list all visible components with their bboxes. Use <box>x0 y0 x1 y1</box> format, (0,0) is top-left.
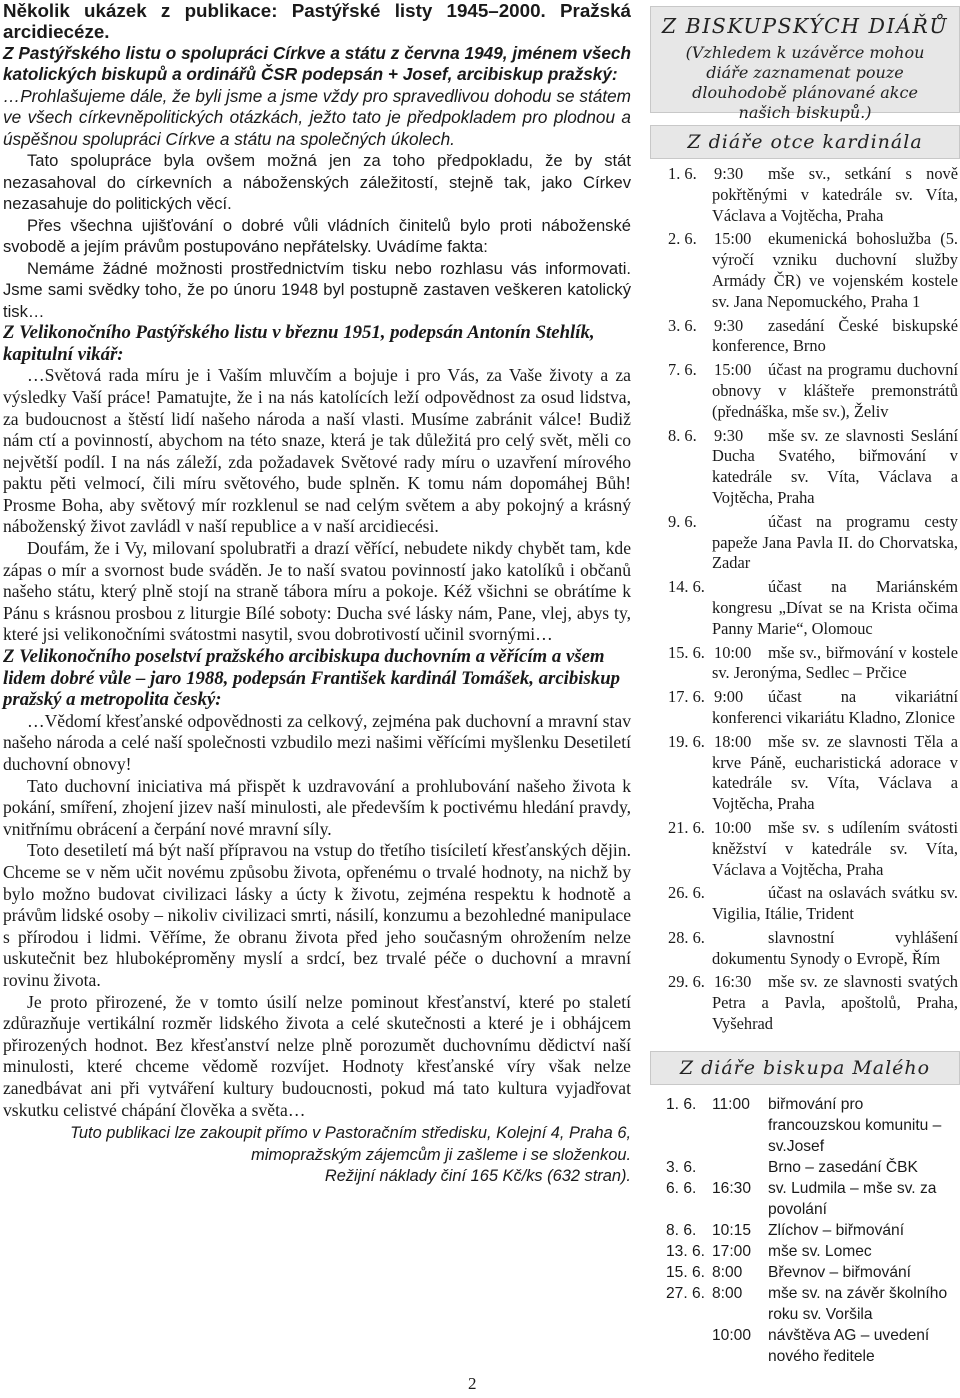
entry-text: zasedání České biskupské konference, Brno <box>712 315 958 356</box>
paragraph: Je proto přirozené, že v tomto úsilí nelze pominout křesťanství, které po staletí zdůrazňuje vertikální rozměr lidského života a celé skutečnosti a které je i obhájcem přirozených hodnot. Bez křesťanství nelze plně porozumět duchovnímu dědictví naší minulosti, které chceme vědomě rozvíjet. Hodnoty křesťanské víry však nelze zanedbávat ani při vytváření kultury budoucnosti, pokud má tato kultura vyjadřovat vskutku celistvé chápání člověka a světa… <box>3 991 631 1120</box>
bishop-diary-list <box>650 1094 958 1367</box>
entry-date: 7. 6. <box>668 360 697 380</box>
entry-text: mše sv. na závěr školního roku sv. Voršila <box>768 1285 948 1323</box>
diary-entry <box>650 512 958 574</box>
entry-date: 17. 6. <box>668 687 705 707</box>
entry-text: mše sv. ze slavnosti svatých Petra a Pavla, apoštolů, Praha, Vyšehrad <box>712 972 958 1034</box>
diary-entry <box>650 1283 958 1325</box>
publication-note <box>3 1123 631 1188</box>
paragraph: Toto desetiletí má být naší přípravou na vstup do třetího tisíciletí křesťanských dějin. Chceme se v něm učit novému způsobu života, opřenému o trvalé hodnoty, na nichž by bylo možno budovat civilizaci lásky a úcty k životu, zejména respektu k hodnotě a právům lidské osoby – nikoliv civilizaci smrti, násilí, konzumu a bezohledné manipulace s přírodou i lidmi. Věříme, že obranu života před jeho současným ohrožením nelze uskutečnit bez hluboképroměny myslí a srdcí, bez trvalé péče o duchovní a mravní rovinu života. <box>3 840 631 990</box>
entry-time: 10:00 <box>714 817 752 837</box>
paragraph: Nemáme žádné možnosti prostřednictvím tisku nebo rozhlasu vás informovati. Jsme sami svědky toho, že po únoru 1948 byl postupně zastaven veškeren katolický tisk… <box>3 258 631 321</box>
publication-note-line: Tuto publikaci lze zakoupit přímo v Pastoračním středisku, Kolejní 4, Praha 6, <box>70 1124 631 1143</box>
diary-entry <box>650 972 958 1034</box>
entry-date: 28. 6. <box>668 927 705 947</box>
diary-entry <box>650 1325 958 1367</box>
diary-entry <box>650 229 958 312</box>
diaries-subtitle: (Vzhledem k uzávěrce mohou diáře zaznamenat pouze dlouhodobě plánované akce našich biskupů.) <box>685 43 925 122</box>
entry-date: 27. 6. <box>666 1285 706 1302</box>
diary-entry <box>650 164 958 226</box>
diary-entry <box>650 643 958 685</box>
entry-text: mše sv. ze slavnosti Těla a krve Páně, eucharistická adorace v katedrále sv. Víta, Václava a Vojtěcha, Praha <box>712 731 958 814</box>
entry-time: 9:00 <box>714 687 744 707</box>
publication-note-line: Režijní náklady činí 165 Kč/ks (632 stran). <box>324 1167 631 1186</box>
diary-entry <box>650 1178 958 1220</box>
diary-entry <box>650 883 958 925</box>
entry-text: účast na programu cesty papeže Jana Pavla II. do Chorvatska, Zadar <box>712 511 958 573</box>
entry-text: mše sv., setkání s nově pokřtěnými v katedrále sv. Víta, Václava a Vojtěcha, Praha <box>712 164 958 225</box>
paragraph: Přes všechna ujišťování o dobré vůli vládních činitelů bylo proti náboženské svobodě a jejím právům postupováno nepřátelsky. Uvádíme fakta: <box>3 215 631 257</box>
entry-date: 29. 6. <box>668 972 705 992</box>
entry-time: 9:30 <box>714 425 744 445</box>
diary-entry <box>650 732 958 815</box>
diary-entry <box>650 360 958 422</box>
entry-time: 15:00 <box>714 360 752 380</box>
entry-date: 3. 6. <box>668 315 697 335</box>
entry-date: 19. 6. <box>668 731 705 751</box>
diary-entry <box>650 577 958 639</box>
diary-entry <box>650 1241 958 1262</box>
entry-text: biřmování pro francouzskou komunitu – sv.Josef <box>768 1096 942 1155</box>
entry-text: mše sv., biřmování v kostele sv. Jeronýma, Sedlec – Prčice <box>712 642 958 683</box>
entry-text: Brno – zasedání ČBK <box>768 1159 918 1176</box>
entry-text: mše sv. ze slavnosti Seslání Ducha Svatého, biřmování v katedrále sv. Víta, Václava a Vojtěcha, Praha <box>712 425 958 507</box>
entry-time: 17:00 <box>712 1243 752 1260</box>
entry-text: účast na Mariánském kongresu „Dívat se na Krista očima Panny Marie“, Olomouc <box>712 577 958 638</box>
entry-text: mše sv. s udílením svátosti kněžství v katedrále sv. Víta, Václava a Vojtěcha, Praha <box>712 817 958 879</box>
entry-text: účast na oslavách svátku sv. Vigilia, Itálie, Trident <box>712 883 958 924</box>
entry-date: 8. 6. <box>666 1222 697 1239</box>
entry-time: 9:30 <box>714 164 744 183</box>
bishop-diary-heading: Z diáře biskupa Malého <box>650 1051 960 1085</box>
entry-time: 18:00 <box>714 731 752 751</box>
entry-text: návštěva AG – uvedení nového ředitele <box>768 1327 930 1365</box>
entry-time: 9:30 <box>714 315 744 335</box>
publication-note-line: mimopražským zájemcům ji zašleme i se složenkou. <box>251 1145 631 1164</box>
entry-text: sv. Ludmila – mše sv. za povolání <box>768 1180 937 1218</box>
left-column <box>3 0 631 1188</box>
paragraph: …Prohlašujeme dále, že byli jsme a jsme vždy pro spravedlivou dohodu se státem ve všech církevněpolitických otázkách, ježto tato je předpokladem pro plodnou a úspěšnou spolupráci Církve a státu na společných úkolech. <box>3 85 631 149</box>
entry-text: ekumenická bohoslužba (5. výročí vzniku duchovní služby Armády ČR) ve vojenském kostele sv. Jana Nepomuckého, Praha 1 <box>712 229 958 311</box>
entry-text: Břevnov – biřmování <box>768 1264 912 1281</box>
entry-text: Zlíchov – biřmování <box>768 1222 905 1239</box>
diary-entry <box>650 1094 958 1157</box>
entry-date: 6. 6. <box>666 1180 697 1197</box>
paragraph: Doufám, že i Vy, milovaní spolubratři a drazí věřící, nebudete nikdy chybět tam, kde zápas o mír a svornost bude sváděn. Je to naší svatou povinností jako katolíků i občanů našeho státu, který plně stojí na straně tábora míru a pokoje. Kéž všichni se obrátíme k Pánu s krásnou prosbou z liturgie Bílé soboty: Ducha své lásky nám, Pane, vlej, abys ty, které jsi velikonočními svátostmi nasytil, svou dobrotivostí učinil svornými… <box>3 538 631 645</box>
entry-time: 11:00 <box>712 1096 750 1113</box>
diary-entry <box>650 687 958 729</box>
entry-date: 15. 6. <box>666 1264 706 1281</box>
diary-entry <box>650 1157 958 1178</box>
diary-entry <box>650 1220 958 1241</box>
entry-time: 10:00 <box>712 1327 752 1344</box>
section-heading-1988: Z Velikonočního poselství pražského arcibiskupa duchovním a věřícím a všem lidem dobré vůle – jaro 1988, podepsán František kardinál Tomášek, arcibiskup pražský a metropolita český: <box>3 646 621 711</box>
entry-date: 1. 6. <box>668 164 697 183</box>
entry-date: 13. 6. <box>666 1243 706 1260</box>
entry-date: 2. 6. <box>668 229 697 249</box>
diaries-title: Z BISKUPSKÝCH DIÁŘŮ <box>661 14 949 38</box>
entry-date: 9. 6. <box>668 511 697 531</box>
right-column <box>650 0 960 1398</box>
section-heading-1951: Z Velikonočního Pastýřského listu v březnu 1951, podepsán Antonín Stehlík, kapitulní vikář: <box>3 322 595 365</box>
cardinal-diary-list <box>650 164 958 1038</box>
entry-date: 1. 6. <box>666 1096 697 1113</box>
entry-date: 15. 6. <box>668 642 705 662</box>
diary-entry <box>650 316 958 358</box>
entry-date: 14. 6. <box>668 577 705 597</box>
diary-entry <box>650 928 958 970</box>
page-number: 2 <box>468 1374 477 1393</box>
entry-date: 26. 6. <box>668 883 705 903</box>
entry-time: 15:00 <box>714 229 752 249</box>
paragraph: …Vědomí křesťanské odpovědnosti za celkový, zejména pak duchovní a mravní stav našeho národa a celé naší společnosti vzbudilo mezi našimi věřícími myšlenku Desetiletí duchovní obnovy! <box>3 710 631 774</box>
entry-text: účast na vikariátní konferenci vikariátu Kladno, Zlonice <box>712 687 958 727</box>
entry-text: účast na programu duchovní obnovy v klášteře premonstrátů (přednáška, mše sv.), Želiv <box>712 360 958 421</box>
paragraph: …Světová rada míru je i Vaším mluvčím a bojuje i pro Vás, za Vaše životy a za výsledky Vaší práce! Pamatujte, že i na nás katolících leží odpovědnost za osud lidstva, za budoucnost a štěstí lidí našeho národa a naší vlasti. Musíme zabránit válce! Budiž nám ctí a povinností, abychom na této snaze, která je tak důležitá pro celý svět, měli co největší podíl. I na nás záleží, zda požadavek Světové rady míru o uzavření mírového paktu pěti velmocí, čili míru světového, bude splněn. K tomu nám dopomáhej Bůh! Prosme Boha, aby světový mír rozklenul se nad celým světem a aby pokojný a krásný náboženský život zavládl v naší republice a v naší arcidiecési. <box>3 365 631 537</box>
diary-entry <box>650 1262 958 1283</box>
entry-text: mše sv. Lomec <box>768 1243 872 1260</box>
entry-time: 10:00 <box>714 642 752 662</box>
diaries-header-box <box>650 6 960 122</box>
entry-date: 21. 6. <box>668 817 705 837</box>
entry-time: 10:15 <box>712 1222 752 1239</box>
entry-time: 8:00 <box>712 1285 743 1302</box>
entry-date: 8. 6. <box>668 425 697 445</box>
entry-time: 8:00 <box>712 1264 743 1281</box>
diary-entry <box>650 818 958 880</box>
paragraph: Tato duchovní iniciativa má přispět k uzdravování a prohlubování našeho života k pokání, smíření, zhojení jizev naší minulosti, ale především k poctivému hledání pravdy, vnitřnímu obrácení a čerpání nové mravní síly. <box>3 775 631 839</box>
entry-time: 16:30 <box>712 1180 752 1197</box>
paragraph: Tato spolupráce byla ovšem možná jen za toho předpokladu, že by stát nezasahoval do církevních a náboženských záležitostí, stejně tak, jako Církev nezasahuje do politických věcí. <box>3 151 631 214</box>
cardinal-diary-heading: Z diáře otce kardinála <box>650 125 960 159</box>
section-heading-1949: Z Pastýřského listu o spolupráci Církve a státu z června 1949, jménem všech katolických biskupů a ordinářů ČSR podepsán + Josef, arcibiskup pražský: <box>3 42 631 85</box>
article-title: Několik ukázek z publikace: Pastýřské listy 1945–2000. Pražská arcidiecéze. <box>3 0 631 43</box>
diary-entry <box>650 426 958 509</box>
entry-time: 16:30 <box>714 972 752 992</box>
entry-text: slavnostní vyhlášení dokumentu Synody o Evropě, Řím <box>712 927 958 968</box>
entry-date: 3. 6. <box>666 1159 697 1176</box>
